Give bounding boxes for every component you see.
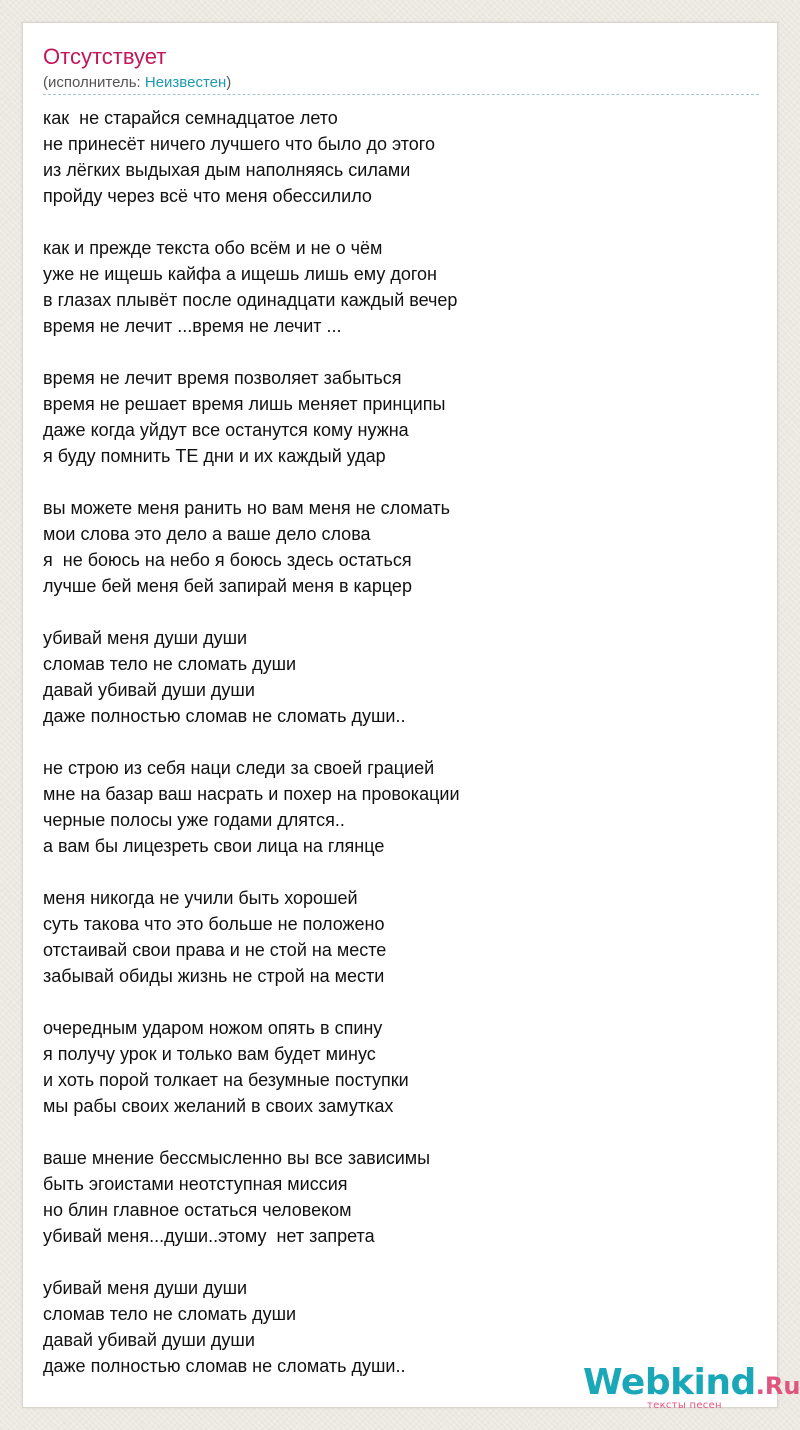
lyrics-line: давай убивай души души [43, 1330, 255, 1350]
lyrics-stanza [43, 1145, 759, 1249]
lyrics-line: сломав тело не сломать души [43, 654, 297, 674]
lyrics-line: даже когда уйдут все останутся кому нужна [43, 420, 409, 440]
lyrics-stanza [43, 235, 759, 339]
lyrics-line: быть эгоистами неотступная миссия [43, 1174, 348, 1194]
artist-line [43, 73, 231, 93]
lyrics-line: черные полосы уже годами длятся.. [43, 810, 345, 830]
logo-name: Webkind [583, 1362, 756, 1403]
lyrics-line: время не лечит ...время не лечит ... [43, 316, 342, 336]
lyrics-line: в глазах плывёт после одинадцати каждый вечер [43, 290, 458, 310]
lyrics-line: суть такова что это больше не положено [43, 914, 385, 934]
lyrics-line: даже полностью сломав не сломать души.. [43, 706, 406, 726]
lyrics-line: мы рабы своих желаний в своих замутках [43, 1096, 394, 1116]
lyrics-line: очередным ударом ножом опять в спину [43, 1018, 383, 1038]
lyrics-line: забывай обиды жизнь не строй на мести [43, 966, 385, 986]
lyrics-line: как и прежде текста обо всём и не о чём [43, 238, 383, 258]
lyrics-line: время не лечит время позволяет забыться [43, 368, 402, 388]
lyrics-stanza [43, 625, 759, 729]
lyrics-stanza [43, 885, 759, 989]
lyrics-line: пройду через всё что меня обессилило [43, 186, 372, 206]
logo-tld: .Ru [755, 1372, 800, 1400]
lyrics-line: не принесёт ничего лучшего что было до этого [43, 134, 435, 154]
logo-tagline: тексты песен [647, 1400, 722, 1411]
song-title: Отсутствует [43, 44, 167, 69]
lyrics-line: убивай меня...души..этому нет запрета [43, 1226, 375, 1246]
lyrics-line: даже полностью сломав не сломать души.. [43, 1356, 406, 1376]
lyrics-line: я буду помнить ТЕ дни и их каждый удар [43, 446, 386, 466]
artist-prefix: (исполнитель: [43, 74, 145, 91]
lyrics-line: но блин главное остаться человеком [43, 1200, 352, 1220]
lyrics-line: вы можете меня ранить но вам меня не сломать [43, 498, 450, 518]
artist-suffix: ) [226, 74, 232, 91]
lyrics-line: убивай меня души души [43, 1278, 248, 1298]
lyrics-line: мне на базар ваш насрать и похер на провокации [43, 784, 460, 804]
lyrics-line: я не боюсь на небо я боюсь здесь остаться [43, 550, 412, 570]
lyrics-line: не строю из себя наци следи за своей грацией [43, 758, 435, 778]
lyrics-line: а вам бы лицезреть свои лица на глянце [43, 836, 385, 856]
lyrics-stanza [43, 495, 759, 599]
lyrics-line: меня никогда не учили быть хорошей [43, 888, 358, 908]
lyrics-line: ваше мнение бессмысленно вы все зависимы [43, 1148, 431, 1168]
lyrics-line: я получу урок и только вам будет минус [43, 1044, 376, 1064]
lyrics-line: давай убивай души души [43, 680, 255, 700]
lyrics-line: лучше бей меня бей запирай меня в карцер [43, 576, 412, 596]
lyrics-line: и хоть порой толкает на безумные поступки [43, 1070, 409, 1090]
lyrics-stanza [43, 755, 759, 859]
title-divider [43, 94, 759, 95]
site-logo[interactable] [583, 1362, 800, 1413]
lyrics-line: из лёгких выдыхая дым наполняясь силами [43, 160, 411, 180]
lyrics-line: уже не ищешь кайфа а ищешь лишь ему догон [43, 264, 437, 284]
lyrics-line: время не решает время лишь меняет принципы [43, 394, 446, 414]
lyrics-stanza [43, 105, 759, 209]
lyrics-line: мои слова это дело а ваше дело слова [43, 524, 371, 544]
lyrics-card [22, 22, 800, 1411]
artist-link[interactable]: Неизвестен [144, 74, 227, 91]
lyrics-stanza [43, 365, 759, 469]
lyrics-line: отстаивай свои права и не стой на месте [43, 940, 387, 960]
lyrics-body [43, 105, 759, 1405]
lyrics-stanza [43, 1015, 759, 1119]
lyrics-line: сломав тело не сломать души [43, 1304, 297, 1324]
lyrics-line: убивай меня души души [43, 628, 248, 648]
lyrics-line: как не старайся семнадцатое лето [43, 108, 338, 128]
